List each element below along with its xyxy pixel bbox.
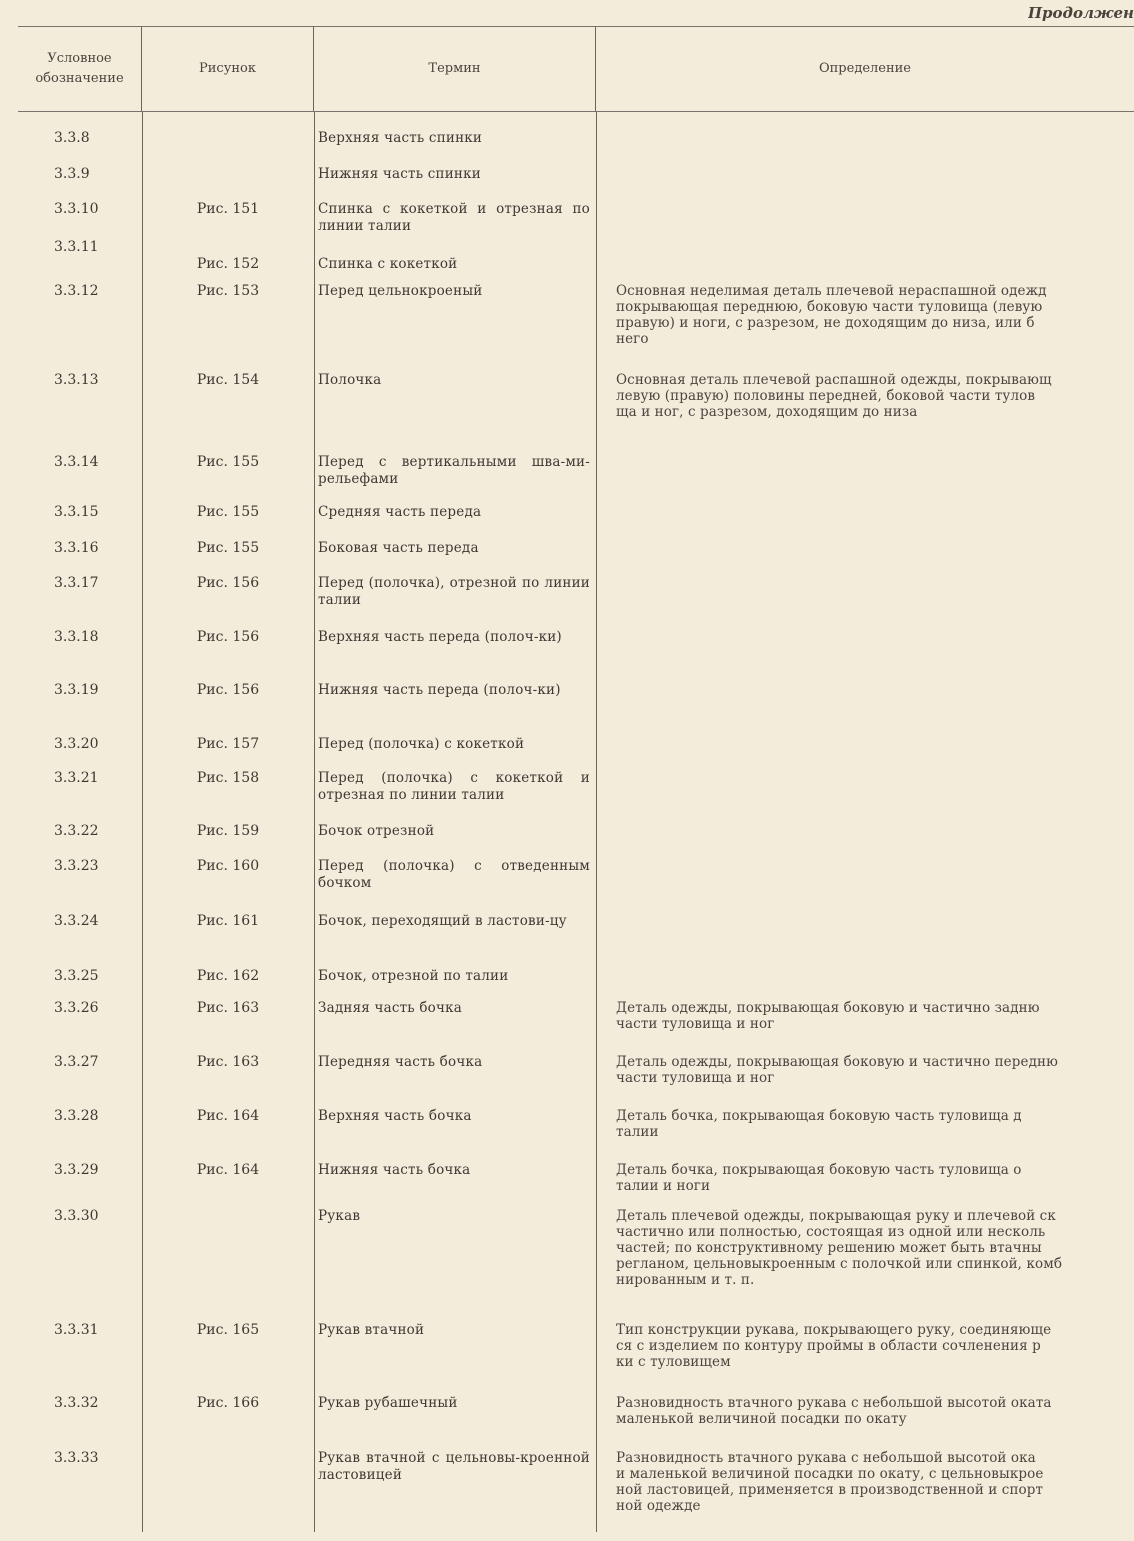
row-code: 3.3.23 bbox=[54, 858, 99, 874]
table-row bbox=[18, 968, 1134, 985]
row-definition bbox=[596, 130, 1134, 147]
row-term: Спинка с кокеткой и отрезная по линии талии bbox=[318, 201, 590, 234]
row-term: Средняя часть переда bbox=[318, 504, 482, 520]
row-definition bbox=[596, 629, 1134, 646]
row-definition bbox=[596, 913, 1134, 930]
table-row bbox=[18, 682, 1134, 699]
row-code: 3.3.13 bbox=[54, 372, 99, 388]
table-row bbox=[18, 575, 1134, 609]
row-figure: Рис. 163 bbox=[196, 1000, 260, 1016]
row-definition bbox=[596, 504, 1134, 521]
row-figure: Рис. 156 bbox=[196, 629, 260, 645]
row-figure: Рис. 160 bbox=[196, 858, 260, 874]
table-row bbox=[18, 629, 1134, 646]
row-definition: Разновидность втачного рукава с небольшой высотой ока и маленькой величиной посадки по окату, с цельновыкрое ной ластовицей, применяется в производственной и спорт ной одежде bbox=[616, 1450, 1044, 1514]
table-row bbox=[18, 1000, 1134, 1032]
row-term: Нижняя часть бочка bbox=[318, 1162, 471, 1178]
row-figure: Рис. 155 bbox=[196, 540, 260, 556]
row-definition bbox=[596, 823, 1134, 840]
row-code: 3.3.29 bbox=[54, 1162, 99, 1178]
row-code: 3.3.22 bbox=[54, 823, 99, 839]
table-row bbox=[18, 1322, 1134, 1370]
row-definition bbox=[596, 454, 1134, 488]
row-code: 3.3.9 bbox=[54, 166, 90, 182]
row-definition: Деталь бочка, покрывающая боковую часть туловища о талии и ноги bbox=[616, 1162, 1022, 1194]
row-definition bbox=[596, 682, 1134, 699]
row-code: 3.3.32 bbox=[54, 1395, 99, 1411]
row-definition bbox=[596, 540, 1134, 557]
row-code: 3.3.27 bbox=[54, 1054, 99, 1070]
table-row bbox=[18, 736, 1134, 753]
row-figure: Рис. 164 bbox=[196, 1162, 260, 1178]
row-figure: Рис. 158 bbox=[196, 770, 260, 786]
row-code: 3.3.8 bbox=[54, 130, 90, 146]
row-figure bbox=[142, 166, 314, 183]
row-figure: Рис. 161 bbox=[196, 913, 260, 929]
table-row bbox=[18, 913, 1134, 930]
continued-label: Продолжен bbox=[1027, 4, 1134, 22]
row-code: 3.3.31 bbox=[54, 1322, 99, 1338]
table-row bbox=[18, 201, 1134, 235]
row-term: Нижняя часть переда (полоч-ки) bbox=[318, 682, 561, 698]
table-row bbox=[18, 1108, 1134, 1140]
row-figure: Рис. 164 bbox=[196, 1108, 260, 1124]
table-row bbox=[18, 1162, 1134, 1194]
row-definition bbox=[596, 770, 1134, 804]
row-definition bbox=[596, 201, 1134, 235]
row-code: 3.3.10 bbox=[54, 201, 99, 217]
table-row bbox=[18, 1450, 1134, 1514]
table-row bbox=[18, 1395, 1134, 1427]
row-term: Нижняя часть спинки bbox=[318, 166, 481, 182]
row-figure: Рис. 152 bbox=[196, 256, 260, 272]
table-row bbox=[18, 1054, 1134, 1086]
row-term: Верхняя часть спинки bbox=[318, 130, 483, 146]
row-code: 3.3.25 bbox=[54, 968, 99, 984]
row-figure: Рис. 156 bbox=[196, 682, 260, 698]
row-figure: Рис. 157 bbox=[196, 736, 260, 752]
row-code: 3.3.15 bbox=[54, 504, 99, 520]
row-term: Верхняя часть переда (полоч-ки) bbox=[318, 629, 562, 645]
row-figure bbox=[142, 1208, 314, 1288]
table-row bbox=[18, 504, 1134, 521]
row-figure: Рис. 159 bbox=[196, 823, 260, 839]
row-definition: Тип конструкции рукава, покрывающего руку, соединяюще ся с изделием по контуру проймы в области сочленения р ки с туловищем bbox=[616, 1322, 1052, 1370]
row-definition bbox=[596, 858, 1134, 892]
row-term: Перед (полочка) с кокеткой и отрезная по линии талии bbox=[318, 770, 590, 803]
row-definition: Деталь бочка, покрывающая боковую часть туловища д талии bbox=[616, 1108, 1022, 1140]
table-row bbox=[18, 283, 1134, 347]
table-row bbox=[18, 770, 1134, 804]
table-body bbox=[18, 112, 1134, 1532]
row-code: 3.3.21 bbox=[54, 770, 99, 786]
row-definition: Деталь одежды, покрывающая боковую и частично передню части туловища и ног bbox=[616, 1054, 1058, 1086]
table-row bbox=[18, 858, 1134, 892]
row-figure: Рис. 155 bbox=[196, 454, 260, 470]
row-term: Боковая часть переда bbox=[318, 540, 479, 556]
row-definition: Разновидность втачного рукава с небольшой высотой оката маленькой величиной посадки по окату bbox=[616, 1395, 1052, 1427]
row-term: Задняя часть бочка bbox=[318, 1000, 463, 1016]
table-row bbox=[18, 823, 1134, 840]
table-header bbox=[18, 26, 1134, 112]
table-row bbox=[18, 372, 1134, 420]
row-term: Перед (полочка), отрезной по линии талии bbox=[318, 575, 590, 608]
row-term: Полочка bbox=[318, 372, 382, 388]
table-row bbox=[18, 166, 1134, 183]
row-code: 3.3.28 bbox=[54, 1108, 99, 1124]
row-term: Бочок, переходящий в ластови-цу bbox=[318, 913, 567, 929]
row-term: Спинка с кокеткой bbox=[318, 256, 458, 272]
row-code: 3.3.18 bbox=[54, 629, 99, 645]
row-figure bbox=[142, 130, 314, 147]
row-term: Бочок отрезной bbox=[318, 823, 435, 839]
row-figure: Рис. 162 bbox=[196, 968, 260, 984]
row-figure: Рис. 154 bbox=[196, 372, 260, 388]
row-figure bbox=[142, 1450, 314, 1514]
row-definition bbox=[596, 575, 1134, 609]
row-term: Перед с вертикальными шва-ми-рельефами bbox=[318, 454, 590, 487]
row-definition bbox=[596, 968, 1134, 985]
table-row bbox=[18, 1208, 1134, 1288]
row-figure: Рис. 151 bbox=[196, 201, 260, 217]
row-code: 3.3.24 bbox=[54, 913, 99, 929]
table-row bbox=[18, 130, 1134, 147]
row-figure: Рис. 153 bbox=[196, 283, 260, 299]
table-row bbox=[18, 239, 1134, 273]
row-code: 3.3.26 bbox=[54, 1000, 99, 1016]
row-term: Рукав втачной bbox=[318, 1322, 425, 1338]
row-code: 3.3.17 bbox=[54, 575, 99, 591]
row-definition: Основная деталь плечевой распашной одежды, покрывающ левую (правую) половины передней, боковой части тулов ща и ног, с разрезом, доходящим до низа bbox=[616, 372, 1052, 420]
row-definition bbox=[596, 239, 1134, 273]
row-code: 3.3.33 bbox=[54, 1450, 99, 1466]
row-figure: Рис. 156 bbox=[196, 575, 260, 591]
row-term: Рукав втачной с цельновы-кроенной ластовицей bbox=[318, 1450, 590, 1483]
table-row bbox=[18, 454, 1134, 488]
table-row bbox=[18, 540, 1134, 557]
row-code: 3.3.11 bbox=[54, 239, 99, 255]
row-term: Перед (полочка) с отведенным бочком bbox=[318, 858, 590, 891]
row-code: 3.3.19 bbox=[54, 682, 99, 698]
row-definition bbox=[596, 166, 1134, 183]
header-code: Условное обозначение bbox=[18, 27, 142, 111]
header-definition: Определение bbox=[818, 60, 911, 76]
row-term: Перед (полочка) с кокеткой bbox=[318, 736, 525, 752]
row-term: Верхняя часть бочка bbox=[318, 1108, 472, 1124]
row-figure: Рис. 166 bbox=[196, 1395, 260, 1411]
row-figure: Рис. 165 bbox=[196, 1322, 260, 1338]
row-figure: Рис. 163 bbox=[196, 1054, 260, 1070]
row-term: Рукав bbox=[318, 1208, 361, 1224]
header-figure: Рисунок bbox=[142, 27, 314, 111]
row-term: Перед цельнокроеный bbox=[318, 283, 483, 299]
terms-table bbox=[18, 26, 1134, 1532]
row-term: Рукав рубашечный bbox=[318, 1395, 458, 1411]
row-code: 3.3.14 bbox=[54, 454, 99, 470]
header-term: Термин bbox=[314, 27, 596, 111]
row-term: Бочок, отрезной по талии bbox=[318, 968, 509, 984]
row-figure: Рис. 155 bbox=[196, 504, 260, 520]
row-code: 3.3.20 bbox=[54, 736, 99, 752]
row-definition: Основная неделимая деталь плечевой нераспашной одежд покрывающая переднюю, боковую части туловища (левую правую) и ноги, с разрезом, не доходящим до низа, или б него bbox=[616, 283, 1047, 347]
row-code: 3.3.12 bbox=[54, 283, 99, 299]
row-code: 3.3.30 bbox=[54, 1208, 99, 1224]
row-code: 3.3.16 bbox=[54, 540, 99, 556]
row-definition: Деталь одежды, покрывающая боковую и частично задню части туловища и ног bbox=[616, 1000, 1040, 1032]
row-term: Передняя часть бочка bbox=[318, 1054, 483, 1070]
row-definition bbox=[596, 736, 1134, 753]
row-definition: Деталь плечевой одежды, покрывающая руку и плечевой ск частично или полностью, состоящая из одной или несколь частей; по конструктивному решению может быть втачны регланом, цельновыкроенным с полочкой или спинкой, комб нированным и т. п. bbox=[616, 1208, 1063, 1288]
